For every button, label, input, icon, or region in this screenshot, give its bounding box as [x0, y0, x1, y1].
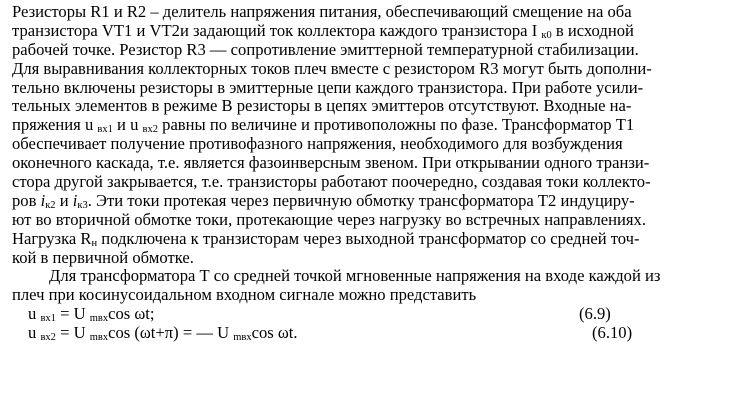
- text-line: [12, 192, 728, 211]
- text-span: = U: [55, 304, 86, 324]
- text-line: Резисторы R1 и R2 – делитель напряжения питания, обеспечивающий смещение на оба: [12, 2, 632, 21]
- text-line: ют во вторичной обмотке токи, протекающие через нагрузку во встречных направлениях.: [12, 209, 646, 229]
- text-span: транзистора VT1 и VT2и задающий ток коллектора каждого транзистора I: [12, 20, 538, 40]
- subscript: вх1: [97, 124, 113, 136]
- equation-6-10: [12, 324, 728, 343]
- text-span: подключена к транзисторам через выходной трансформатор со средней точ-: [97, 228, 640, 248]
- equation-number: (6.9): [579, 304, 611, 324]
- subscript: вх2: [40, 332, 56, 344]
- text-span: cos ωt.: [251, 323, 298, 343]
- equation-6-9: [12, 305, 728, 324]
- text-line: Для трансформатора Т со средней точкой мгновенные напряжения на входе каждой из: [49, 266, 661, 286]
- text-span: и u: [112, 115, 139, 135]
- text-span: u: [28, 323, 37, 343]
- equation-number: (6.10): [592, 323, 633, 343]
- text-span: Нагрузка R: [12, 228, 92, 248]
- current-symbol: i: [40, 190, 46, 210]
- text-line: тельных элементов в режиме В резисторы в цепях эмиттеров отсутствуют. Входные на-: [12, 96, 632, 116]
- subscript: н: [91, 237, 98, 249]
- subscript: mвх: [89, 313, 109, 325]
- text-line: кой в первичной обмотке.: [12, 247, 194, 267]
- text-line: Для выравнивания коллекторных токов плеч вместе с резистором R3 могут быть дополни-: [12, 58, 652, 78]
- subscript: mвх: [89, 332, 109, 344]
- text-span: = U: [55, 323, 86, 343]
- text-line: [12, 230, 728, 249]
- text-span: cos ωt;: [108, 304, 155, 324]
- text-span: . Эти токи протекая через первичную обмотку трансформатора Т2 индуциру-: [87, 190, 635, 210]
- text-line: стора другой закрывается, т.е. транзисторы работают поочередно, создавая токи коллекто-: [12, 172, 651, 192]
- subscript: вх2: [142, 124, 158, 136]
- text-line: рабочей точке. Резистор R3 — сопротивление эмиттерной температурной стабилизации.: [12, 39, 639, 59]
- text-line: обеспечивает получение противофазного напряжения, необходимого для возбуждения: [12, 134, 623, 154]
- text-line: тельно включены резисторы в эмиттерные цепи каждого транзистора. При работе усили-: [12, 77, 644, 97]
- text-span: в исходной: [551, 20, 634, 40]
- text-line: [12, 116, 728, 135]
- text-span: пряжения u: [12, 115, 94, 135]
- text-line: оконечного каскада, т.е. является фазоинверсным звеном. При открывании одного транзи-: [12, 153, 650, 173]
- text-span: равны по величине и противоположны по фазе. Трансформатор Т1: [158, 115, 635, 135]
- text-span: u: [28, 304, 37, 324]
- subscript: к2: [45, 199, 56, 211]
- subscript: к0: [541, 29, 552, 41]
- subscript: к3: [77, 199, 88, 211]
- text-line: [12, 22, 728, 41]
- text-span: cos (ωt+π) = — U: [108, 323, 230, 343]
- text-line: плеч при косинусоидальном входном сигнале можно представить: [12, 285, 477, 305]
- subscript: вх1: [40, 313, 56, 325]
- text-span: и: [55, 190, 73, 210]
- subscript: mвх: [233, 332, 252, 344]
- text-span: ров: [12, 190, 41, 210]
- current-symbol: i: [72, 190, 78, 210]
